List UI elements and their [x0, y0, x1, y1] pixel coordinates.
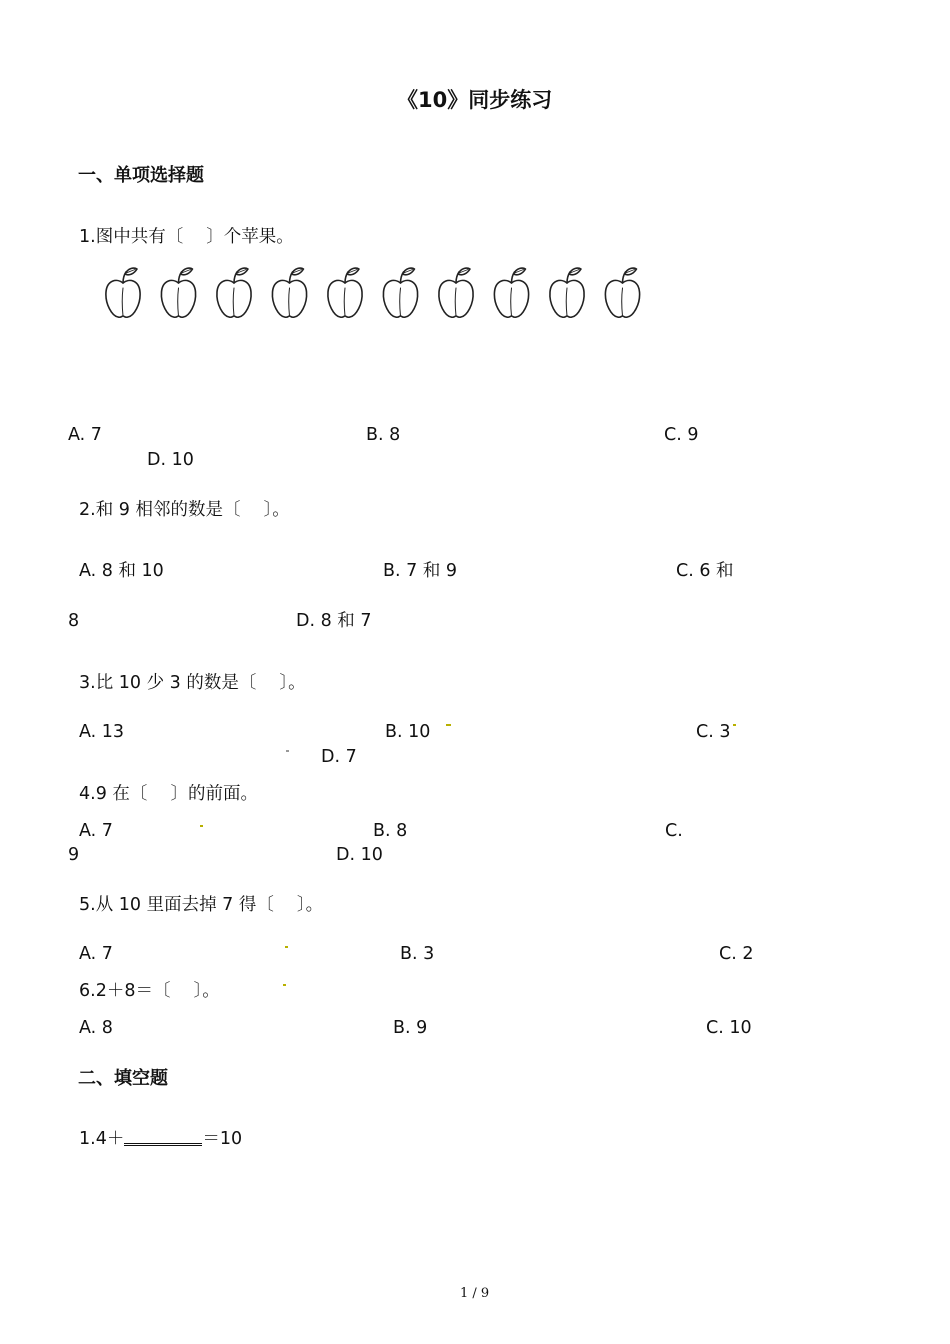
fill-question-1-prefix: 1.4＋	[79, 1129, 125, 1149]
q2-option-a: A. 8 和 10	[79, 561, 164, 581]
q2-option-b: B. 7 和 9	[383, 561, 458, 581]
q3-option-d: D. 7	[321, 747, 357, 767]
scan-speck	[733, 724, 736, 726]
apple-icon	[550, 268, 584, 317]
apple-icon	[328, 268, 362, 317]
question-3-stem: 3.比 10 少 3 的数是〔 〕。	[79, 673, 306, 693]
q3-option-a: A. 13	[79, 722, 125, 742]
fill-question-1	[79, 1131, 242, 1149]
answer-blank[interactable]	[124, 1131, 202, 1144]
scan-speck	[200, 825, 203, 827]
question-6-stem: 6.2＋8＝〔 〕。	[79, 981, 220, 1001]
q1-option-a: A. 7	[68, 425, 102, 445]
apples-illustration	[100, 266, 645, 322]
q4-option-c: C.	[665, 821, 683, 841]
q5-option-c: C. 2	[719, 944, 754, 964]
page-number: 1 / 9	[460, 1286, 490, 1301]
page-title: 《10》同步练习	[397, 88, 553, 112]
apple-icon	[217, 268, 251, 317]
q6-option-a: A. 8	[79, 1018, 113, 1038]
scan-speck	[283, 984, 286, 986]
q1-option-b: B. 8	[366, 425, 401, 445]
apple-icon	[383, 268, 417, 317]
q4-option-d: D. 10	[336, 845, 383, 865]
question-1-stem: 1.图中共有〔 〕个苹果。	[79, 227, 294, 247]
apple-icon	[272, 268, 306, 317]
q5-option-b: B. 3	[400, 944, 435, 964]
fill-question-1-suffix: ＝10	[202, 1129, 243, 1149]
q4-option-c-continued: 9	[68, 845, 80, 865]
apple-icon	[439, 268, 473, 317]
q4-option-b: B. 8	[373, 821, 408, 841]
q1-option-c: C. 9	[664, 425, 699, 445]
apple-icon	[161, 268, 195, 317]
apple-icon	[605, 268, 639, 317]
question-5-stem: 5.从 10 里面去掉 7 得〔 〕。	[79, 895, 324, 915]
q1-option-d: D. 10	[147, 450, 194, 470]
q5-option-a: A. 7	[79, 944, 113, 964]
scan-speck	[286, 750, 289, 752]
question-4-stem: 4.9 在〔 〕的前面。	[79, 784, 258, 804]
scan-speck	[446, 724, 451, 726]
q3-option-c: C. 3	[696, 722, 731, 742]
q2-option-c-continued: 8	[68, 611, 80, 631]
q2-option-d: D. 8 和 7	[296, 611, 372, 631]
section-heading-choice: 一、单项选择题	[78, 165, 204, 186]
q3-option-b: B. 10	[385, 722, 431, 742]
q2-option-c: C. 6 和	[676, 561, 734, 581]
section-heading-fill: 二、填空题	[78, 1068, 168, 1089]
scan-speck	[285, 946, 288, 948]
q6-option-c: C. 10	[706, 1018, 752, 1038]
q6-option-b: B. 9	[393, 1018, 428, 1038]
q4-option-a: A. 7	[79, 821, 113, 841]
apple-icon	[106, 268, 140, 317]
apple-icon	[494, 268, 528, 317]
question-2-stem: 2.和 9 相邻的数是〔 〕。	[79, 500, 290, 520]
